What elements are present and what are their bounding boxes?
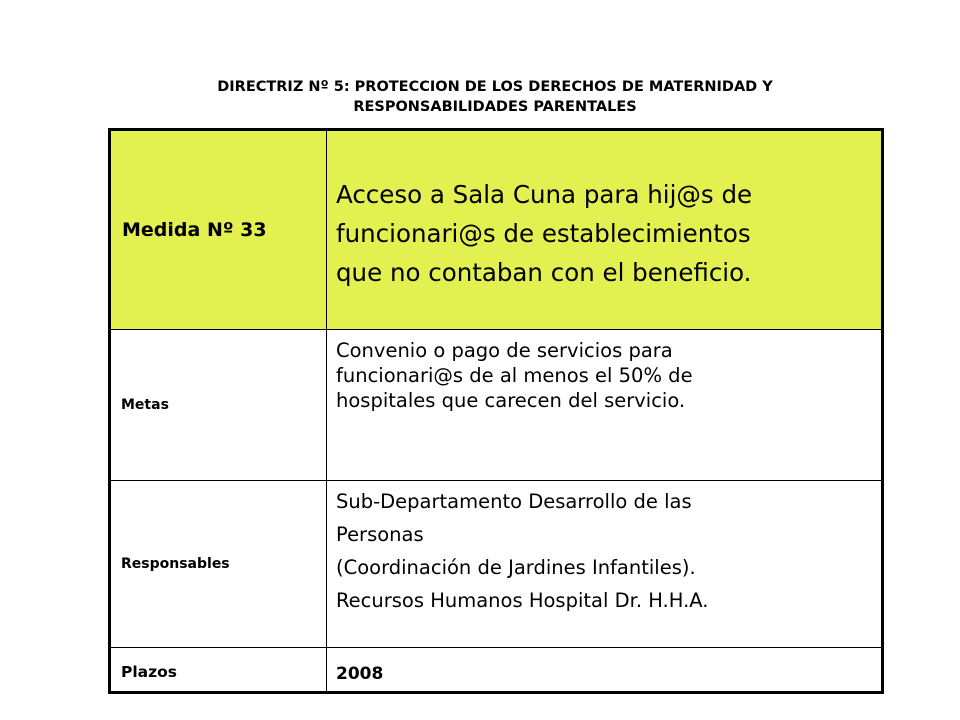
row-responsables	[110, 481, 883, 648]
medida-line-2: funcionari@s de establecimientos	[336, 218, 751, 248]
plazos-value: 2008	[327, 648, 883, 693]
document-title	[110, 77, 880, 117]
metas-value	[327, 330, 883, 481]
responsables-label: Responsables	[110, 481, 327, 648]
metas-line-2: funcionari@s de al menos el 50% de	[336, 364, 693, 387]
medida-value	[327, 130, 883, 330]
responsables-line-2: Personas	[336, 523, 424, 546]
responsables-value	[327, 481, 883, 648]
metas-line-1: Convenio o pago de servicios para	[336, 339, 673, 362]
title-line-2: RESPONSABILIDADES PARENTALES	[353, 99, 637, 115]
row-plazos	[110, 648, 883, 693]
medida-line-1: Acceso a Sala Cuna para hij@s de	[336, 179, 753, 209]
medida-line-3: que no contaban con el beneficio.	[336, 257, 752, 287]
responsables-line-4: Recursos Humanos Hospital Dr. H.H.A.	[336, 589, 709, 612]
medida-label: Medida Nº 33	[110, 130, 327, 330]
title-line-1: DIRECTRIZ Nº 5: PROTECCION DE LOS DERECHOS DE MATERNIDAD Y	[217, 79, 773, 95]
responsables-line-3: (Coordinación de Jardines Infantiles).	[336, 556, 696, 579]
metas-line-3: hospitales que carecen del servicio.	[336, 389, 686, 412]
responsables-line-1: Sub-Departamento Desarrollo de las	[336, 490, 692, 513]
metas-label: Metas	[110, 330, 327, 481]
row-metas	[110, 330, 883, 481]
row-medida	[110, 130, 883, 330]
plazos-label: Plazos	[110, 648, 327, 693]
measure-table	[108, 128, 884, 694]
